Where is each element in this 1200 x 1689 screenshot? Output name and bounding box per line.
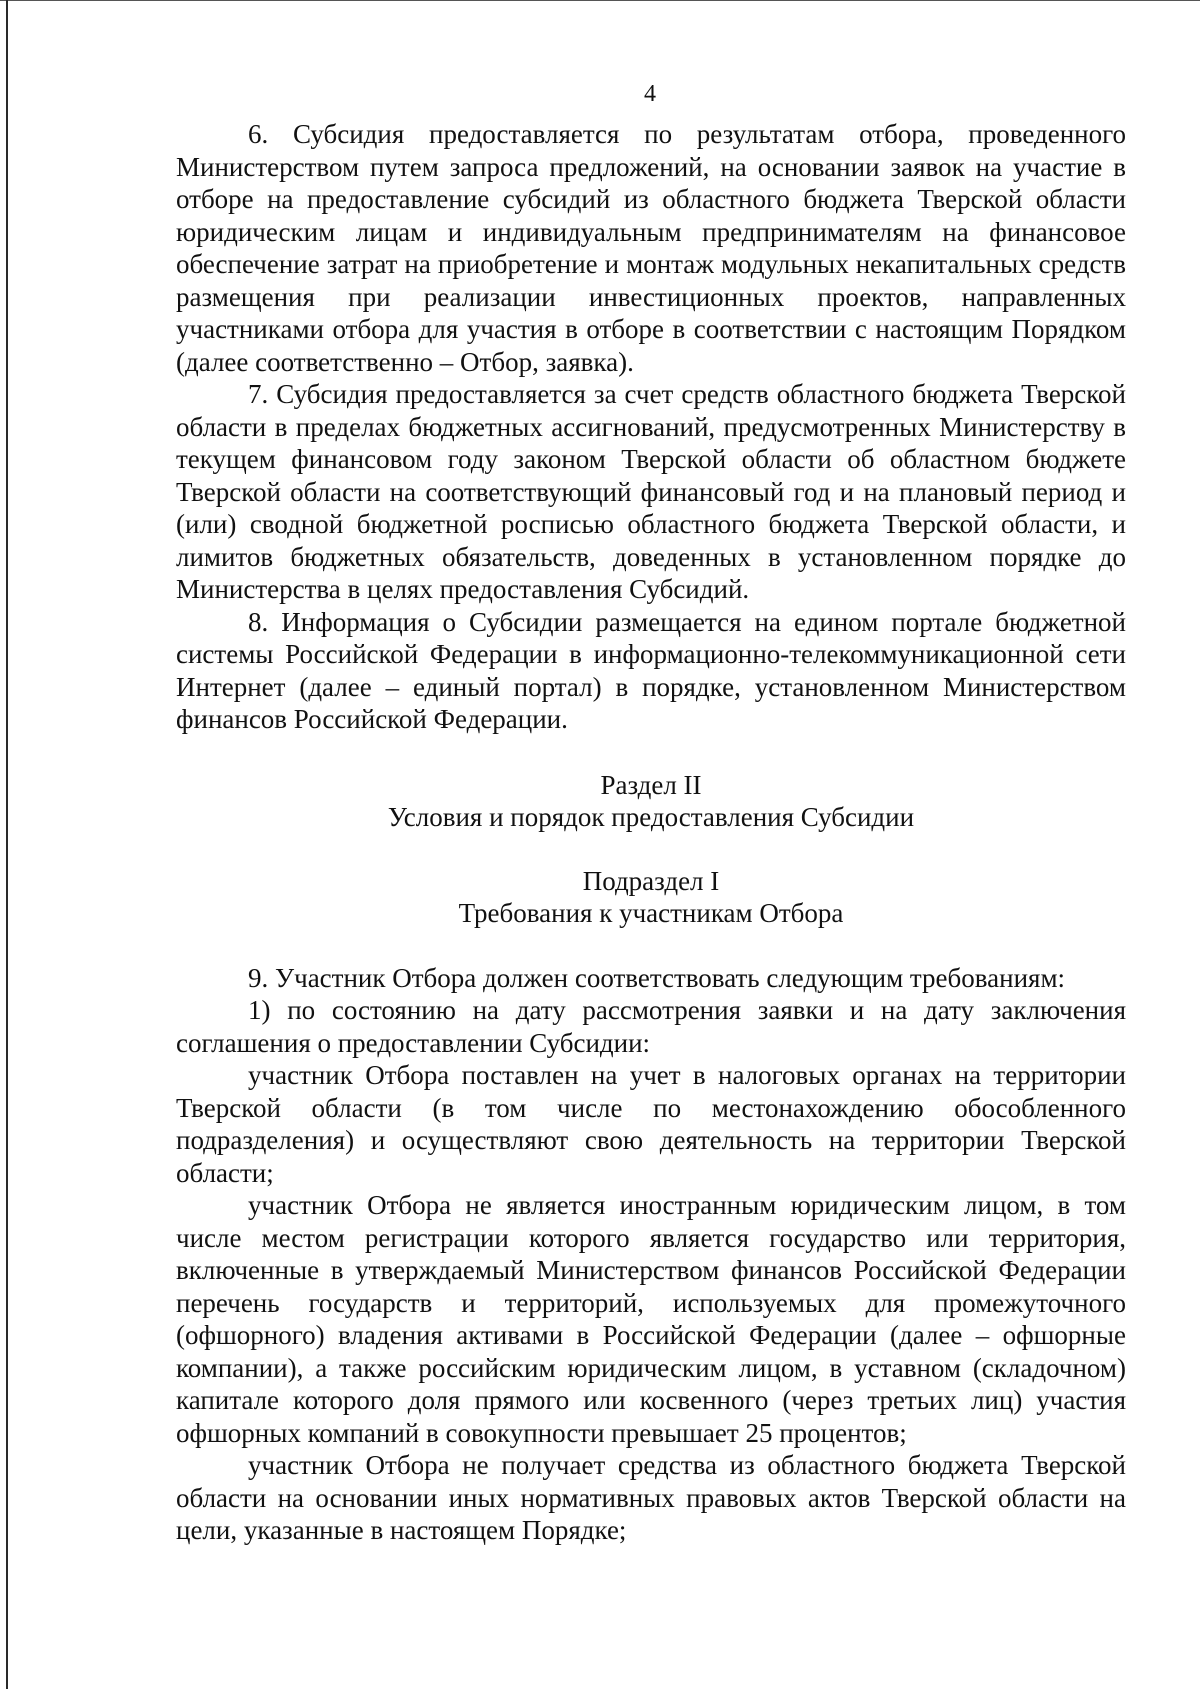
paragraph-9-1: 1) по состоянию на дату рассмотрения заявки и на дату заключения соглашения о предоставлении Субсидии:: [176, 995, 1126, 1058]
subsection-title: Требования к участникам Отбора: [458, 898, 844, 928]
requirement-not-foreign-entity: участник Отбора не является иностранным юридическим лицом, в том числе местом регистрации которого является государство или территория, включенные в утверждаемый Министерством финансов Российской Федерации перечень государств и территорий, используемых для промежуточного (офшорного) владения активами в Российской Федерации (далее – офшорные компании), а также российским юридическим лицом, в уставном (складочном) капитале которого доля прямого или косвенного (через третьих лиц) участия офшорных компаний в совокупности превышает 25 процентов;: [176, 1190, 1126, 1448]
requirement-no-other-funds: участник Отбора не получает средства из областного бюджета Тверской области на основании иных нормативных правовых актов Тверской области на цели, указанные в настоящем Порядке;: [176, 1450, 1126, 1545]
paragraph-7: 7. Субсидия предоставляется за счет средств областного бюджета Тверской области в пределах бюджетных ассигнований, предусмотренных Министерству в текущем финансовом году законом Тверской области об областном бюджете Тверской области на соответствующий финансовый год и на плановый период и (или) сводной бюджетной росписью областного бюджета Тверской области, и лимитов бюджетных обязательств, доведенных в установленном порядке до Министерства в целях предоставления Субсидий.: [176, 379, 1126, 604]
page-number: 4: [644, 81, 656, 107]
scan-top-edge: [0, 0, 1200, 1]
section-title: Условия и порядок предоставления Субсидии: [387, 802, 915, 832]
scan-left-edge: [6, 0, 8, 1689]
requirement-tax-registration: участник Отбора поставлен на учет в налоговых органах на территории Тверской области (в том числе по местонахождению обособленного подразделения) и осуществляют свою деятельность на территории Тверской области;: [176, 1060, 1126, 1188]
subsection-label: Подраздел I: [582, 865, 720, 896]
paragraph-6: 6. Субсидия предоставляется по результатам отбора, проведенного Министерством путем запроса предложений, на основании заявок на участие в отборе на предоставление субсидий из областного бюджета Тверской области юридическим лицам и индивидуальным предпринимателям на финансовое обеспечение затрат на приобретение и монтаж модульных некапитальных средств размещения при реализации инвестиционных проектов, направленных участниками отбора для участия в отборе в соответствии с настоящим Порядком (далее соответственно – Отбор, заявка).: [176, 119, 1126, 377]
paragraph-9: 9. Участник Отбора должен соответствовать следующим требованиям:: [248, 962, 1066, 993]
document-body: [176, 118, 1126, 1547]
section-label: Раздел II: [600, 769, 702, 800]
paragraph-8: 8. Информация о Субсидии размещается на едином портале бюджетной системы Российской Федерации в информационно-телекоммуникационной сети Интернет (далее – единый портал) в порядке, установленном Министерством финансов Российской Федерации.: [176, 606, 1126, 734]
